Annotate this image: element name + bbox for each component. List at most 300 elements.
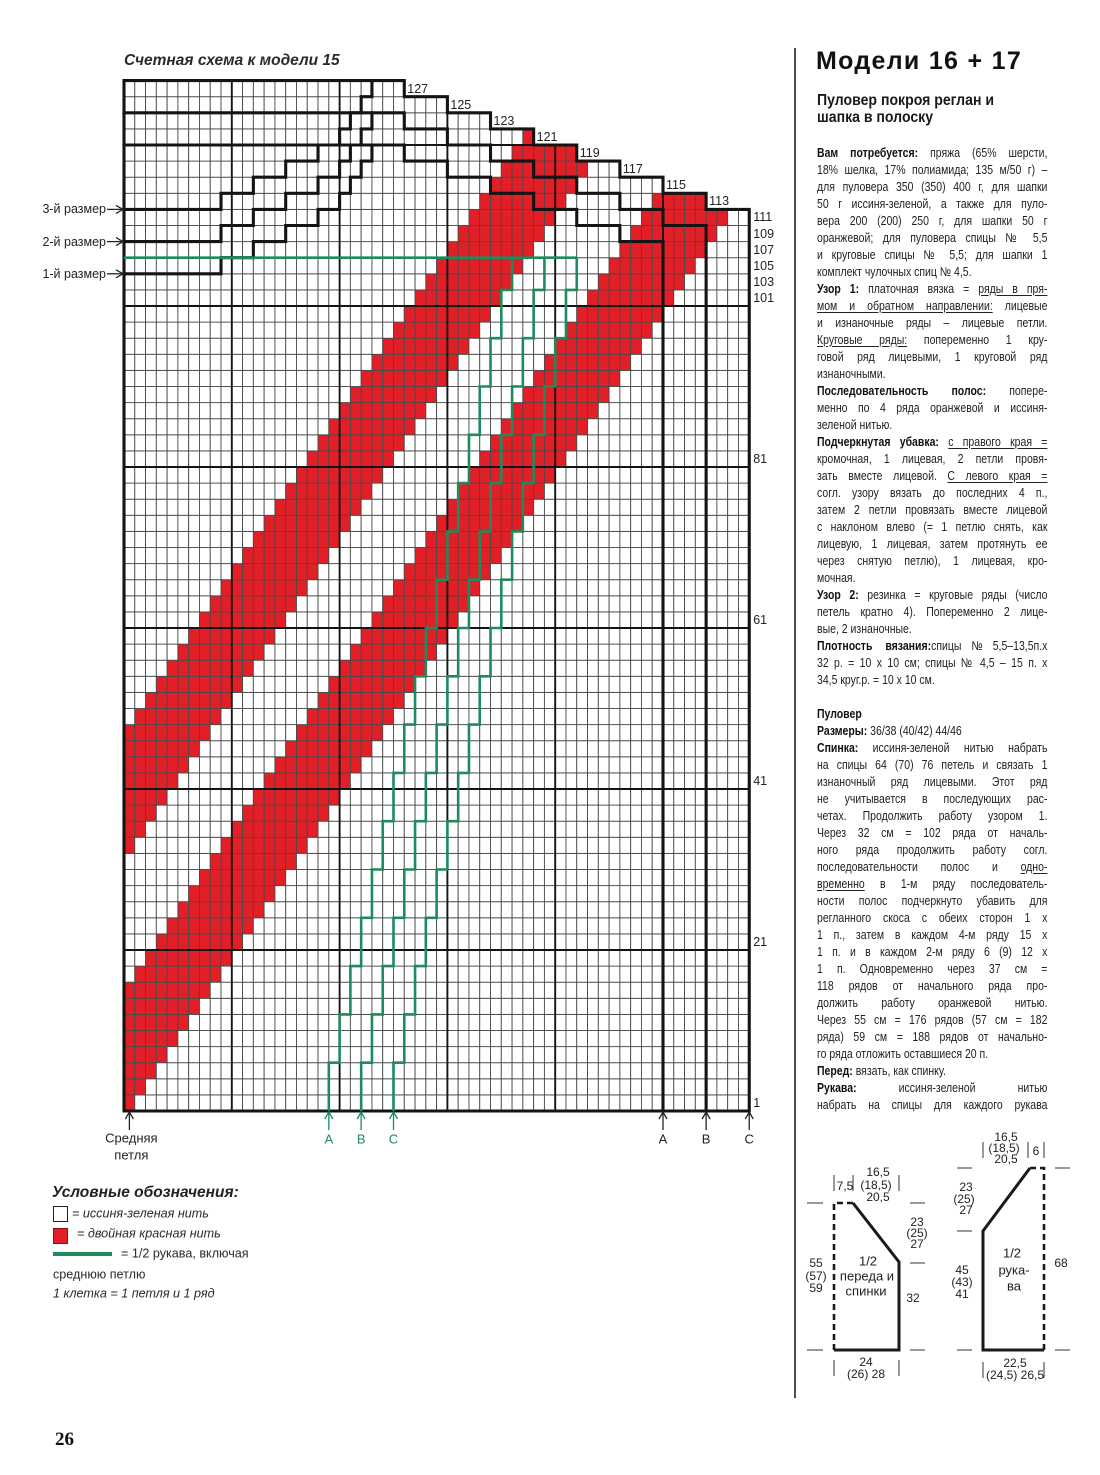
article-subtitle: [817, 92, 994, 126]
red-stitch-cell: [253, 564, 264, 580]
grid-cell: [415, 918, 426, 934]
grid-cell: [706, 853, 717, 869]
grid-cell: [124, 338, 135, 354]
bold-lead-in: Плотность вязания:: [817, 637, 932, 653]
grid-cell: [243, 676, 254, 692]
grid-cell: [437, 1014, 448, 1030]
grid-cell: [167, 1079, 178, 1095]
grid-cell: [695, 870, 706, 886]
grid-cell: [394, 145, 405, 161]
grid-cell: [156, 403, 167, 419]
red-stitch-cell: [458, 580, 469, 596]
grid-cell: [135, 467, 146, 483]
grid-cell: [361, 81, 372, 97]
grid-cell: [383, 322, 394, 338]
grid-cell: [404, 467, 415, 483]
grid-cell: [426, 1095, 437, 1111]
grid-cell: [534, 1047, 545, 1063]
red-stitch-cell: [124, 1031, 135, 1047]
grid-cell: [167, 226, 178, 242]
grid-cell: [663, 548, 674, 564]
red-stitch-cell: [523, 499, 534, 515]
red-stitch-cell: [189, 918, 200, 934]
grid-cell: [566, 725, 577, 741]
grid-cell: [307, 403, 318, 419]
grid-cell: [394, 483, 405, 499]
grid-cell: [350, 886, 361, 902]
grid-cell: [340, 853, 351, 869]
grid-cell: [404, 483, 415, 499]
grid-cell: [447, 934, 458, 950]
grid-cell: [340, 950, 351, 966]
grid-cell: [641, 338, 652, 354]
grid-cell: [156, 580, 167, 596]
grid-cell: [631, 1047, 642, 1063]
grid-cell: [426, 902, 437, 918]
grid-cell: [566, 1031, 577, 1047]
grid-cell: [404, 1014, 415, 1030]
grid-cell: [458, 998, 469, 1014]
grid-cell: [577, 709, 588, 725]
red-stitch-cell: [512, 483, 523, 499]
grid-cell: [124, 596, 135, 612]
red-stitch-cell: [685, 258, 696, 274]
row-number-label: 81: [753, 451, 768, 466]
red-stitch-cell: [372, 692, 383, 708]
grid-cell: [361, 966, 372, 982]
grid-cell: [728, 676, 739, 692]
grid-cell: [609, 853, 620, 869]
red-stitch-cell: [534, 226, 545, 242]
red-stitch-cell: [124, 741, 135, 757]
red-stitch-cell: [372, 676, 383, 692]
grid-cell: [340, 338, 351, 354]
grid-cell: [437, 773, 448, 789]
text-line: [817, 909, 1047, 926]
grid-cell: [598, 193, 609, 209]
grid-cell: [728, 306, 739, 322]
red-stitch-cell: [415, 354, 426, 370]
grid-cell: [426, 886, 437, 902]
grid-cell: [146, 596, 157, 612]
grid-cell: [469, 387, 480, 403]
row-number-label: 103: [753, 274, 775, 289]
grid-cell: [199, 145, 210, 161]
red-stitch-cell: [437, 564, 448, 580]
grid-cell: [253, 676, 264, 692]
grid-cell: [566, 274, 577, 290]
grid-cell: [394, 290, 405, 306]
grid-cell: [534, 612, 545, 628]
grid-cell: [480, 1031, 491, 1047]
lower-height-label: 45: [955, 1263, 969, 1277]
grid-cell: [124, 918, 135, 934]
grid-cell: [426, 709, 437, 725]
grid-cell: [124, 81, 135, 97]
grid-cell: [501, 403, 512, 419]
red-stitch-cell: [296, 531, 307, 547]
red-stitch-cell: [329, 435, 340, 451]
grid-cell: [501, 725, 512, 741]
grid-cell: [577, 564, 588, 580]
grid-cell: [307, 918, 318, 934]
red-stitch-cell: [199, 950, 210, 966]
text-line: [817, 416, 1047, 433]
grid-cell: [534, 934, 545, 950]
grid-cell: [491, 676, 502, 692]
grid-cell: [501, 290, 512, 306]
red-stitch-cell: [329, 467, 340, 483]
grid-cell: [199, 290, 210, 306]
grid-cell: [577, 531, 588, 547]
grid-cell: [167, 886, 178, 902]
grid-cell: [232, 129, 243, 145]
grid-cell: [685, 757, 696, 773]
grid-cell: [469, 789, 480, 805]
red-stitch-cell: [221, 870, 232, 886]
grid-cell: [415, 145, 426, 161]
grid-cell: [318, 870, 329, 886]
grid-cell: [674, 644, 685, 660]
grid-cell: [458, 886, 469, 902]
red-stitch-cell: [437, 322, 448, 338]
grid-cell: [641, 660, 652, 676]
red-stitch-cell: [146, 805, 157, 821]
grid-cell: [695, 773, 706, 789]
grid-cell: [404, 531, 415, 547]
legend-item-label: = иссиня-зеленая нить: [72, 1206, 209, 1221]
grid-cell: [685, 934, 696, 950]
grid-cell: [210, 805, 221, 821]
grid-cell: [167, 177, 178, 193]
grid-cell: [404, 709, 415, 725]
grid-cell: [588, 580, 599, 596]
red-stitch-cell: [415, 580, 426, 596]
article-paragraph: [817, 144, 1047, 280]
grid-cell: [609, 998, 620, 1014]
grid-cell: [135, 531, 146, 547]
red-stitch-cell: [135, 1014, 146, 1030]
grid-cell: [415, 499, 426, 515]
grid-cell: [469, 853, 480, 869]
red-stitch-cell: [512, 145, 523, 161]
grid-cell: [480, 725, 491, 741]
grid-cell: [199, 805, 210, 821]
grid-cell: [383, 918, 394, 934]
grid-cell: [275, 1014, 286, 1030]
grid-cell: [404, 982, 415, 998]
grid-cell: [296, 403, 307, 419]
text-segment: кромочная, 1 лицевая, 2 петли провя-: [817, 450, 1048, 466]
red-stitch-cell: [394, 660, 405, 676]
red-stitch-cell: [286, 853, 297, 869]
grid-cell: [135, 548, 146, 564]
grid-cell: [555, 837, 566, 853]
grid-cell: [695, 306, 706, 322]
grid-cell: [458, 757, 469, 773]
text-line: [817, 926, 1047, 943]
grid-cell: [124, 580, 135, 596]
grid-cell: [588, 1063, 599, 1079]
grid-cell: [296, 242, 307, 258]
text-line: [817, 263, 1047, 280]
grid-cell: [415, 805, 426, 821]
grid-cell: [426, 193, 437, 209]
grid-cell: [394, 870, 405, 886]
red-stitch-cell: [663, 258, 674, 274]
grid-cell: [706, 1063, 717, 1079]
red-stitch-cell: [394, 676, 405, 692]
grid-cell: [156, 209, 167, 225]
grid-cell: [717, 918, 728, 934]
grid-cell: [447, 725, 458, 741]
grid-cell: [372, 1031, 383, 1047]
red-stitch-cell: [480, 193, 491, 209]
text-segment: зать вместе лицевой.: [817, 467, 948, 483]
red-stitch-cell: [588, 290, 599, 306]
grid-cell: [523, 580, 534, 596]
grid-cell: [404, 741, 415, 757]
grid-cell: [189, 419, 200, 435]
grid-cell: [124, 531, 135, 547]
grid-cell: [361, 129, 372, 145]
grid-cell: [135, 580, 146, 596]
red-stitch-cell: [641, 306, 652, 322]
red-stitch-cell: [286, 789, 297, 805]
grid-cell: [588, 950, 599, 966]
grid-cell: [598, 612, 609, 628]
grid-cell: [458, 370, 469, 386]
grid-cell: [555, 709, 566, 725]
grid-cell: [631, 531, 642, 547]
red-stitch-cell: [566, 387, 577, 403]
grid-cell: [663, 789, 674, 805]
red-stitch-cell: [135, 966, 146, 982]
red-stitch-cell: [394, 596, 405, 612]
grid-cell: [728, 580, 739, 596]
grid-cell: [232, 113, 243, 129]
grid-cell: [717, 789, 728, 805]
grid-cell: [620, 1095, 631, 1111]
grid-cell: [350, 209, 361, 225]
grid-cell: [232, 709, 243, 725]
text-segment: иссиня-зеленой нитью набрать: [858, 739, 1048, 755]
grid-cell: [232, 306, 243, 322]
grid-cell: [146, 258, 157, 274]
bold-lead-in: Узор 1:: [817, 280, 860, 296]
grid-cell: [340, 1047, 351, 1063]
grid-cell: [652, 821, 663, 837]
red-stitch-cell: [501, 226, 512, 242]
grid-cell: [383, 886, 394, 902]
grid-cell: [544, 692, 555, 708]
grid-cell: [361, 113, 372, 129]
grid-cell: [598, 709, 609, 725]
text-line: [817, 161, 1047, 178]
grid-cell: [221, 193, 232, 209]
grid-cell: [674, 322, 685, 338]
grid-cell: [275, 918, 286, 934]
grid-cell: [275, 419, 286, 435]
grid-cell: [577, 805, 588, 821]
grid-cell: [652, 741, 663, 757]
grid-cell: [566, 612, 577, 628]
grid-cell: [652, 1063, 663, 1079]
grid-cell: [199, 1014, 210, 1030]
grid-cell: [469, 1095, 480, 1111]
grid-cell: [275, 193, 286, 209]
size-arrow-icon: [107, 238, 123, 246]
text-line: [817, 739, 1047, 756]
grid-cell: [512, 966, 523, 982]
grid-cell: [652, 499, 663, 515]
text-segment: оранжевой; для пуловера спицы № 5,5: [817, 229, 1048, 245]
grid-cell: [404, 258, 415, 274]
grid-cell: [221, 1063, 232, 1079]
text-line: [817, 1079, 1047, 1096]
grid-cell: [566, 998, 577, 1014]
grid-cell: [469, 1014, 480, 1030]
red-stitch-cell: [469, 483, 480, 499]
grid-cell: [663, 709, 674, 725]
red-stitch-cell: [491, 242, 502, 258]
grid-cell: [555, 741, 566, 757]
grid-cell: [264, 419, 275, 435]
grid-cell: [243, 129, 254, 145]
grid-cell: [447, 209, 458, 225]
grid-cell: [458, 821, 469, 837]
grid-cell: [286, 725, 297, 741]
red-stitch-cell: [350, 451, 361, 467]
grid-cell: [232, 692, 243, 708]
grid-cell: [738, 1014, 749, 1030]
grid-cell: [469, 886, 480, 902]
grid-cell: [738, 982, 749, 998]
red-stitch-cell: [415, 403, 426, 419]
grid-cell: [146, 483, 157, 499]
red-stitch-cell: [469, 226, 480, 242]
grid-cell: [641, 1063, 652, 1079]
grid-cell: [577, 177, 588, 193]
grid-cell: [243, 81, 254, 97]
grid-cell: [296, 918, 307, 934]
grid-cell: [728, 741, 739, 757]
grid-cell: [738, 1063, 749, 1079]
red-stitch-cell: [189, 950, 200, 966]
grid-cell: [685, 821, 696, 837]
grid-cell: [447, 709, 458, 725]
grid-cell: [523, 531, 534, 547]
grid-cell: [501, 354, 512, 370]
grid-cell: [340, 821, 351, 837]
text-line: [817, 705, 1047, 722]
grid-cell: [361, 612, 372, 628]
text-line: [817, 246, 1047, 263]
grid-cell: [469, 628, 480, 644]
grid-cell: [512, 531, 523, 547]
grid-cell: [329, 81, 340, 97]
grid-cell: [286, 209, 297, 225]
grid-cell: [717, 692, 728, 708]
grid-cell: [372, 531, 383, 547]
red-stitch-cell: [296, 467, 307, 483]
red-stitch-cell: [275, 564, 286, 580]
red-stitch-cell: [361, 419, 372, 435]
red-stitch-cell: [458, 483, 469, 499]
grid-cell: [340, 1014, 351, 1030]
grid-cell: [566, 499, 577, 515]
grid-cell: [135, 145, 146, 161]
grid-cell: [480, 692, 491, 708]
grid-cell: [318, 387, 329, 403]
grid-cell: [383, 242, 394, 258]
grid-cell: [318, 1063, 329, 1079]
grid-cell: [167, 419, 178, 435]
red-stitch-cell: [588, 306, 599, 322]
grid-cell: [738, 419, 749, 435]
grid-cell: [717, 226, 728, 242]
grid-cell: [243, 451, 254, 467]
red-stitch-cell: [415, 370, 426, 386]
text-segment: 50 г иссиня-зеленой, а также для пуло-: [817, 195, 1048, 211]
grid-cell: [372, 966, 383, 982]
grid-cell: [350, 821, 361, 837]
red-stitch-cell: [480, 467, 491, 483]
red-stitch-cell: [167, 709, 178, 725]
grid-cell: [318, 306, 329, 322]
red-stitch-cell: [415, 306, 426, 322]
grid-cell: [469, 193, 480, 209]
grid-cell: [523, 853, 534, 869]
grid-cell: [307, 161, 318, 177]
grid-cell: [728, 322, 739, 338]
red-stitch-cell: [350, 467, 361, 483]
text-line: [817, 875, 1047, 892]
grid-cell: [588, 628, 599, 644]
red-stitch-cell: [340, 419, 351, 435]
grid-cell: [221, 354, 232, 370]
grid-cell: [329, 596, 340, 612]
grid-cell: [437, 1031, 448, 1047]
grid-cell: [340, 226, 351, 242]
grid-cell: [286, 1031, 297, 1047]
grid-cell: [717, 403, 728, 419]
grid-cell: [620, 692, 631, 708]
grid-cell: [588, 242, 599, 258]
grid-cell: [480, 982, 491, 998]
grid-cell: [469, 419, 480, 435]
grid-cell: [275, 177, 286, 193]
sleeve-marker-arrow-icon: [357, 1112, 365, 1130]
red-stitch-cell: [199, 918, 210, 934]
grid-cell: [566, 966, 577, 982]
red-stitch-cell: [469, 258, 480, 274]
grid-cell: [361, 789, 372, 805]
red-stitch-cell: [275, 612, 286, 628]
grid-cell: [447, 193, 458, 209]
grid-cell: [469, 129, 480, 145]
red-stitch-cell: [167, 741, 178, 757]
grid-cell: [620, 548, 631, 564]
grid-cell: [738, 387, 749, 403]
grid-cell: [394, 1079, 405, 1095]
grid-cell: [253, 113, 264, 129]
grid-cell: [275, 676, 286, 692]
grid-cell: [340, 580, 351, 596]
article-paragraph: [817, 705, 1047, 722]
bold-lead-in: Перед:: [817, 1062, 853, 1078]
grid-cell: [652, 886, 663, 902]
